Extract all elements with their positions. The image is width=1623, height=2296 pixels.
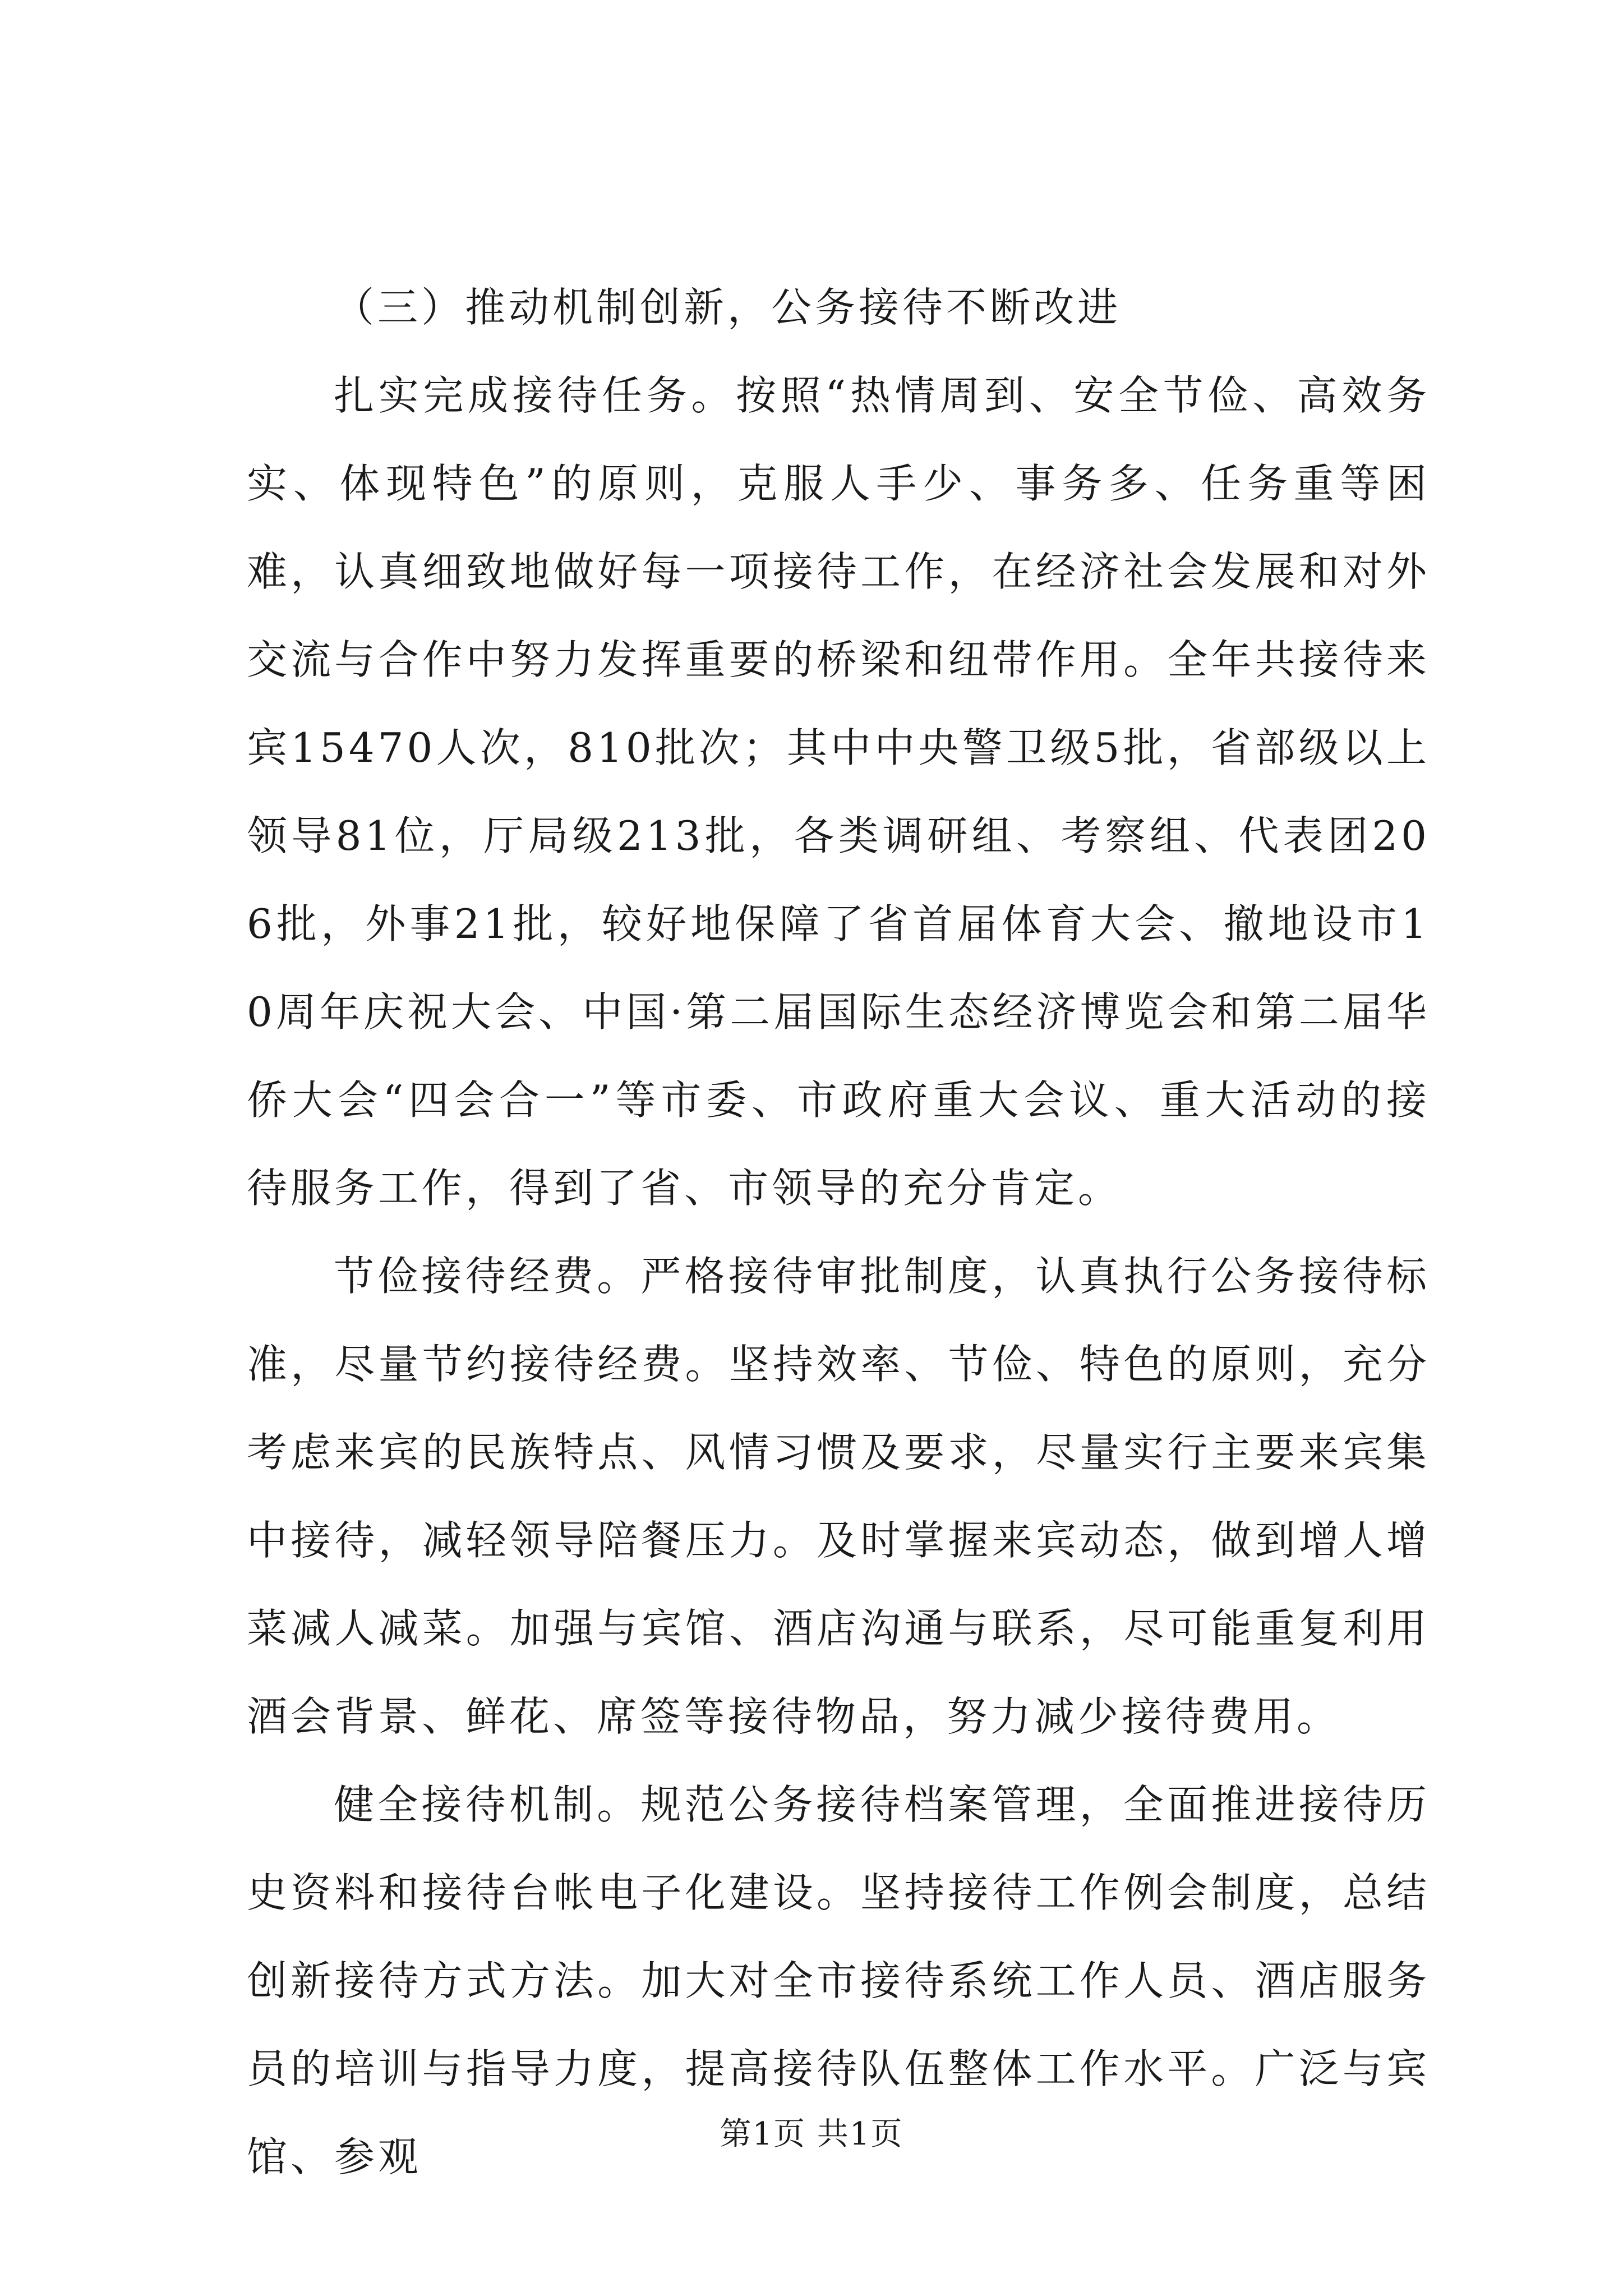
section-heading: （三）推动机制创新，公务接待不断改进 [334,284,1122,331]
document-body [247,264,1430,2201]
paragraph-reception-tasks: 扎实完成接待任务。按照“热情周到、安全节俭、高效务实、体现特色”的原则，克服人手少、事务多、任务重等困难，认真细致地做好每一项接待工作，在经济社会发展和对外交流与合作中努力发挥重要的桥梁和纽带作用。全年共接待来宾15470人次，810批次；其中中央警卫级5批，省部级以上领导81位，厅局级213批，各类调研组、考察组、代表团206批，外事21批，较好地保障了省首届体育大会、撤地设市10周年庆祝大会、中国·第二届国际生态经济博览会和第二届华侨大会“四会合一”等市委、市政府重大会议、重大活动的接待服务工作，得到了省、市领导的充分肯定。 [247,372,1430,1212]
paragraph-reception-expenses: 节俭接待经费。严格接待审批制度，认真执行公务接待标准，尽量节约接待经费。坚持效率、节俭、特色的原则，充分考虑来宾的民族特点、风情习惯及要求，尽量实行主要来宾集中接待，减轻领导陪餐压力。及时掌握来宾动态，做到增人增菜减人减菜。加强与宾馆、酒店沟通与联系，尽可能重复利用酒会背景、鲜花、席签等接待物品，努力减少接待费用。 [247,1253,1430,1740]
paragraph-reception-mechanism: 健全接待机制。规范公务接待档案管理，全面推进接待历史资料和接待台帐电子化建设。坚持接待工作例会制度，总结创新接待方式方法。加大对全市接待系统工作人员、酒店服务员的培训与指导力度，提高接待队伍整体工作水平。广泛与宾馆、参观 [247,1781,1430,2180]
page-number-footer: 第1页 共1页 [720,2116,903,2152]
